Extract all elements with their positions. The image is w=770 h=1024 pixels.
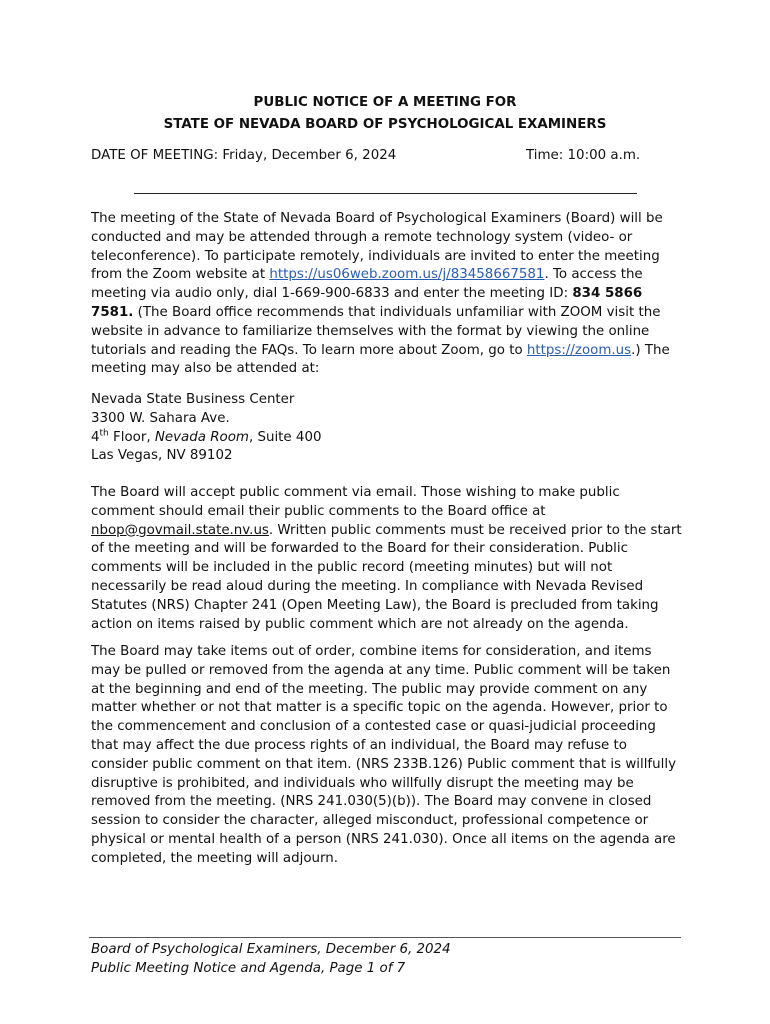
- meeting-id: 834 5866 7581.: [91, 286, 643, 320]
- public-comment-paragraph: [91, 484, 683, 634]
- meeting-date-line: [91, 147, 641, 166]
- address-line-city: Las Vegas, NV 89102: [91, 448, 233, 464]
- para3-text-b: . Written public comments must be received prior to the start of the meeting and will be forwarded to the Board for their consideration. Public comments will be included in the public record (meeting minutes) but will not necessarily be read aloud during the meeting. In compliance with Nevada Revised Statutes (NRS) Chapter 241 (Open Meeting Law), the Board is precluded from taking action on items raised by public comment which are not already on the agenda.: [91, 522, 682, 632]
- zoom-website-link[interactable]: https://zoom.us: [526, 342, 632, 358]
- meeting-date: DATE OF MEETING: Friday, December 6, 2024: [91, 148, 397, 163]
- floor-number: 4: [91, 429, 100, 445]
- address-line-floor: [91, 429, 683, 448]
- page-footer: [91, 940, 451, 978]
- para1-text-a: The meeting of the State of Nevada Board of Psychological Examiners (Board) will be conducted and may be attended through a remote technology system (video- or teleconference). To participate remotely, individuals are invited to enter the meeting from the Zoom website at: [91, 211, 663, 283]
- footer-line1: Board of Psychological Examiners, December 6, 2024: [91, 942, 451, 957]
- meeting-address: [91, 391, 683, 466]
- notice-title-line1: PUBLIC NOTICE OF A MEETING FOR: [253, 95, 517, 110]
- address-line-building: Nevada State Business Center: [91, 392, 295, 407]
- para3-text-a: The Board will accept public comment via email. Those wishing to make public comment should email their public comments to the Board office at: [91, 485, 620, 519]
- para1-text-d: .) The meeting may also be attended at:: [91, 342, 670, 377]
- suite-number: , Suite 400: [248, 429, 322, 445]
- para1-text-b: . To access the meeting via audio only, dial 1-669-900-6833 and enter the meeting ID:: [91, 267, 643, 302]
- footer-rule: [89, 937, 681, 938]
- agenda-rules-paragraph: The Board may take items out of order, combine items for consideration, and items may be pulled or removed from the agenda at any time. Public comment will be taken at the beginning and end of the meeting. The public may provide comment on any matter whether or not that matter is a specific topic on the agenda. However, prior to the commencement and conclusion of a contested case or quasi-judicial proceeding that may affect the due process rights of an individual, the Board may refuse to consider public comment on that item. (NRS 233B.126) Public comment that is willfully disruptive is prohibited, and individuals who willfully disrupt the meeting may be removed from the meeting. (NRS 241.030(5)(b)). The Board may convene in closed session to consider the character, alleged misconduct, professional competence or physical or mental health of a person (NRS 241.030). Once all items on the agenda are completed, the meeting will adjourn.: [91, 644, 676, 866]
- para1-text-c: (The Board office recommends that individuals unfamiliar with ZOOM visit the website in advance to familiarize themselves with the format by viewing the online tutorials and reading the FAQs. To learn more about Zoom, go to: [91, 304, 661, 358]
- floor-ordinal: th: [99, 428, 109, 439]
- room-name: Nevada Room: [154, 429, 249, 445]
- meeting-time: Time: 10:00 a.m.: [526, 148, 641, 163]
- floor-label: Floor,: [108, 429, 155, 445]
- zoom-meeting-link[interactable]: https://us06web.zoom.us/j/83458667581: [269, 267, 545, 283]
- remote-attendance-paragraph: [91, 210, 683, 379]
- board-email-link[interactable]: nbop@govmail.state.nv.us: [91, 522, 269, 538]
- notice-title-line2: STATE OF NEVADA BOARD OF PSYCHOLOGICAL EXAMINERS: [163, 117, 607, 132]
- footer-line2: Public Meeting Notice and Agenda, Page 1 of 7: [91, 961, 406, 976]
- address-line-street: 3300 W. Sahara Ave.: [91, 410, 230, 426]
- separator-rule: [134, 193, 637, 194]
